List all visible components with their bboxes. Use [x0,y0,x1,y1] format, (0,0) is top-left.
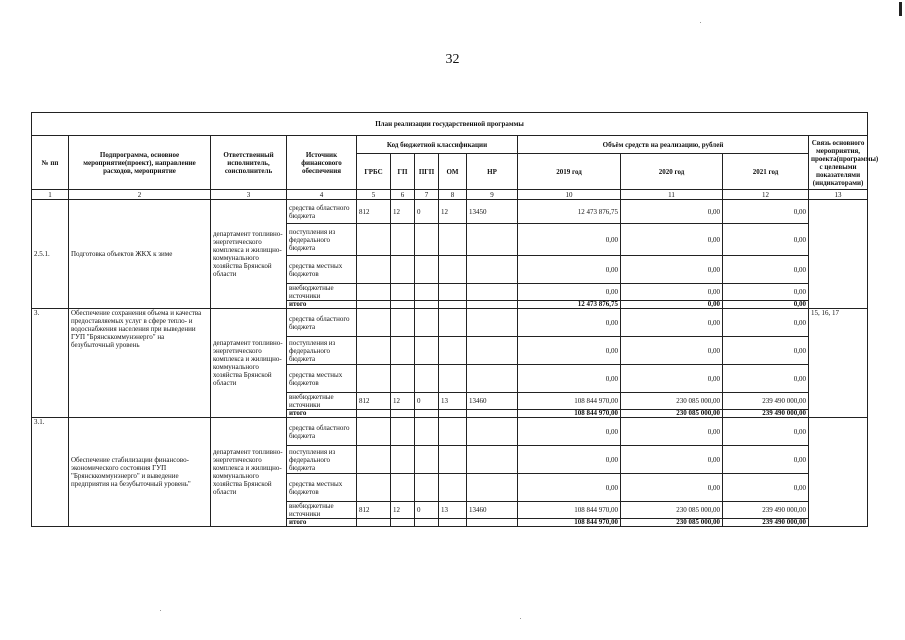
pgp-cell [415,418,439,446]
total-2020: 0,00 [621,301,723,309]
amount-2019: 0,00 [518,337,621,365]
amount-2019: 0,00 [518,365,621,393]
gp-cell: 12 [391,200,415,224]
amount-2020: 0,00 [621,418,723,446]
nr-cell [467,365,518,393]
amount-2020: 0,00 [621,337,723,365]
empty-cell [415,410,439,418]
row-number: 3.1. [32,418,69,527]
source-cell: поступления из федерального бюджета [287,224,357,256]
grbs-cell [357,474,391,502]
source-cell: внебюджетные источники [287,393,357,410]
source-cell: средства местных бюджетов [287,365,357,393]
column-number-cell: 4 [287,190,357,200]
pgp-cell [415,284,439,301]
om-cell [439,224,467,256]
total-2020: 230 085 000,00 [621,410,723,418]
empty-cell [439,301,467,309]
amount-2020: 230 085 000,00 [621,502,723,519]
amount-2020: 0,00 [621,446,723,474]
nr-cell [467,474,518,502]
empty-cell [391,519,415,527]
measure-name: Подготовка объектов ЖКХ к зиме [69,200,211,309]
table-title: План реализации государственной программы [32,113,868,136]
column-number-cell: 12 [723,190,809,200]
column-number-cell: 10 [518,190,621,200]
empty-cell [415,301,439,309]
amount-2021: 0,00 [723,446,809,474]
nr-cell [467,256,518,284]
column-number-cell: 3 [211,190,287,200]
executor-cell: департамент топливно-энергетического комплекса и жилищно-коммунального хозяйства Брянской области [211,309,287,418]
grbs-cell [357,256,391,284]
amount-2019: 108 844 970,00 [518,393,621,410]
grbs-cell [357,284,391,301]
total-label: итого [287,519,357,527]
gp-cell [391,474,415,502]
empty-cell [357,519,391,527]
total-2019: 12 473 876,75 [518,301,621,309]
nr-cell [467,446,518,474]
pgp-cell [415,446,439,474]
grbs-cell [357,365,391,393]
pgp-cell [415,256,439,284]
header-link: Связь основного мероприятия, проекта(программы) с целевыми показателями (индикаторами) [809,136,868,190]
source-cell: средства областного бюджета [287,200,357,224]
indicator-link [809,200,868,309]
empty-cell [391,301,415,309]
column-number-cell: 2 [69,190,211,200]
amount-2019: 0,00 [518,256,621,284]
indicator-link [809,418,868,527]
pgp-cell [415,365,439,393]
program-plan-table [31,112,879,527]
header-om: ОМ [439,154,467,190]
source-cell: средства областного бюджета [287,418,357,446]
om-cell: 13 [439,393,467,410]
pgp-cell [415,474,439,502]
om-cell [439,365,467,393]
gp-cell [391,284,415,301]
amount-2020: 230 085 000,00 [621,393,723,410]
nr-cell: 13460 [467,502,518,519]
header-program: Подпрограмма, основное мероприятие(проект), направление расходов, мероприятие [69,136,211,190]
nr-cell [467,337,518,365]
column-number-cell: 9 [467,190,518,200]
total-2020: 230 085 000,00 [621,519,723,527]
header-pgp: ПГП [415,154,439,190]
amount-2020: 0,00 [621,200,723,224]
grbs-cell [357,224,391,256]
scan-mark [899,2,902,16]
gp-cell [391,309,415,337]
om-cell [439,446,467,474]
empty-cell [467,301,518,309]
scan-speck [700,22,701,23]
empty-cell [391,410,415,418]
amount-2021: 0,00 [723,256,809,284]
amount-2019: 0,00 [518,474,621,502]
empty-cell [467,519,518,527]
om-cell [439,474,467,502]
amount-2021: 0,00 [723,337,809,365]
header-grbs: ГРБС [357,154,391,190]
grbs-cell [357,418,391,446]
total-2019: 108 844 970,00 [518,410,621,418]
column-number-cell: 1 [32,190,69,200]
executor-cell: департамент топливно-энергетического комплекса и жилищно-коммунального хозяйства Брянской области [211,200,287,309]
amount-2019: 0,00 [518,284,621,301]
header-gp: ГП [391,154,415,190]
gp-cell [391,337,415,365]
table-row [32,418,868,446]
source-cell: поступления из федерального бюджета [287,446,357,474]
source-cell: внебюджетные источники [287,502,357,519]
column-number-cell: 6 [391,190,415,200]
scan-speck [520,618,521,619]
grbs-cell [357,446,391,474]
amount-2020: 0,00 [621,256,723,284]
header-2021: 2021 год [723,154,809,190]
nr-cell [467,309,518,337]
pgp-cell [415,309,439,337]
row-number: 3. [32,309,69,418]
amount-2020: 0,00 [621,365,723,393]
column-number-cell: 5 [357,190,391,200]
source-cell: средства местных бюджетов [287,256,357,284]
header-num: № пп [32,136,69,190]
amount-2019: 0,00 [518,309,621,337]
empty-cell [467,410,518,418]
nr-cell [467,284,518,301]
om-cell [439,337,467,365]
header-nr: НР [467,154,518,190]
empty-cell [439,519,467,527]
header-source: Источник финансового обеспечения [287,136,357,190]
grbs-cell: 812 [357,393,391,410]
source-cell: средства местных бюджетов [287,474,357,502]
amount-2021: 0,00 [723,309,809,337]
source-cell: поступления из федерального бюджета [287,337,357,365]
om-cell [439,284,467,301]
header-volume: Объём средств на реализацию, рублей [518,136,809,154]
total-label: итого [287,410,357,418]
amount-2019: 108 844 970,00 [518,502,621,519]
column-number-cell: 11 [621,190,723,200]
scan-speck [160,610,161,611]
om-cell: 12 [439,200,467,224]
page-number: 32 [445,52,460,67]
grbs-cell: 812 [357,200,391,224]
nr-cell: 13450 [467,200,518,224]
total-2021: 239 490 000,00 [723,410,809,418]
total-label: итого [287,301,357,309]
gp-cell [391,446,415,474]
table-row [32,309,868,337]
amount-2021: 0,00 [723,365,809,393]
indicator-link: 15, 16, 17 [809,309,868,418]
measure-name: Обеспечение сохранения объема и качества предоставляемых услуг в сфере тепло- и водоснабжения населения при выведении ГУП "Брянсккоммунэнерго" на безубыточный уровень [69,309,211,418]
amount-2021: 0,00 [723,224,809,256]
column-number-cell: 7 [415,190,439,200]
amount-2021: 0,00 [723,284,809,301]
pgp-cell: 0 [415,200,439,224]
amount-2021: 0,00 [723,200,809,224]
amount-2020: 0,00 [621,284,723,301]
gp-cell [391,365,415,393]
empty-cell [415,519,439,527]
header-executor: Ответственный исполнитель, соисполнитель [211,136,287,190]
row-number: 2.5.1. [32,200,69,309]
source-cell: внебюджетные источники [287,284,357,301]
grbs-cell [357,309,391,337]
column-number-cell: 8 [439,190,467,200]
total-2021: 239 490 000,00 [723,519,809,527]
amount-2020: 0,00 [621,309,723,337]
amount-2021: 0,00 [723,418,809,446]
amount-2021: 239 490 000,00 [723,393,809,410]
gp-cell [391,224,415,256]
pgp-cell: 0 [415,502,439,519]
nr-cell [467,224,518,256]
amount-2020: 0,00 [621,224,723,256]
amount-2021: 0,00 [723,474,809,502]
total-2021: 0,00 [723,301,809,309]
om-cell [439,418,467,446]
pgp-cell [415,337,439,365]
amount-2019: 0,00 [518,224,621,256]
grbs-cell: 812 [357,502,391,519]
gp-cell: 12 [391,502,415,519]
pgp-cell [415,224,439,256]
om-cell [439,309,467,337]
column-number-cell: 13 [809,190,868,200]
empty-cell [357,301,391,309]
gp-cell [391,256,415,284]
om-cell [439,256,467,284]
amount-2020: 0,00 [621,474,723,502]
header-2020: 2020 год [621,154,723,190]
nr-cell: 13460 [467,393,518,410]
pgp-cell: 0 [415,393,439,410]
empty-cell [357,410,391,418]
amount-2021: 239 490 000,00 [723,502,809,519]
amount-2019: 12 473 876,75 [518,200,621,224]
header-budget-code: Код бюджетной классификации [357,136,518,154]
measure-name: Обеспечение стабилизации финансово-экономического состояния ГУП "Брянсккоммунэнерго" и выведение предприятия на безубыточный уровень" [69,418,211,527]
header-2019: 2019 год [518,154,621,190]
gp-cell: 12 [391,393,415,410]
amount-2019: 0,00 [518,418,621,446]
empty-cell [439,410,467,418]
nr-cell [467,418,518,446]
table-row [32,200,868,224]
grbs-cell [357,337,391,365]
amount-2019: 0,00 [518,446,621,474]
executor-cell: департамент топливно-энергетического комплекса и жилищно-коммунального хозяйства Брянской области [211,418,287,527]
gp-cell [391,418,415,446]
total-2019: 108 844 970,00 [518,519,621,527]
source-cell: средства областного бюджета [287,309,357,337]
om-cell: 13 [439,502,467,519]
